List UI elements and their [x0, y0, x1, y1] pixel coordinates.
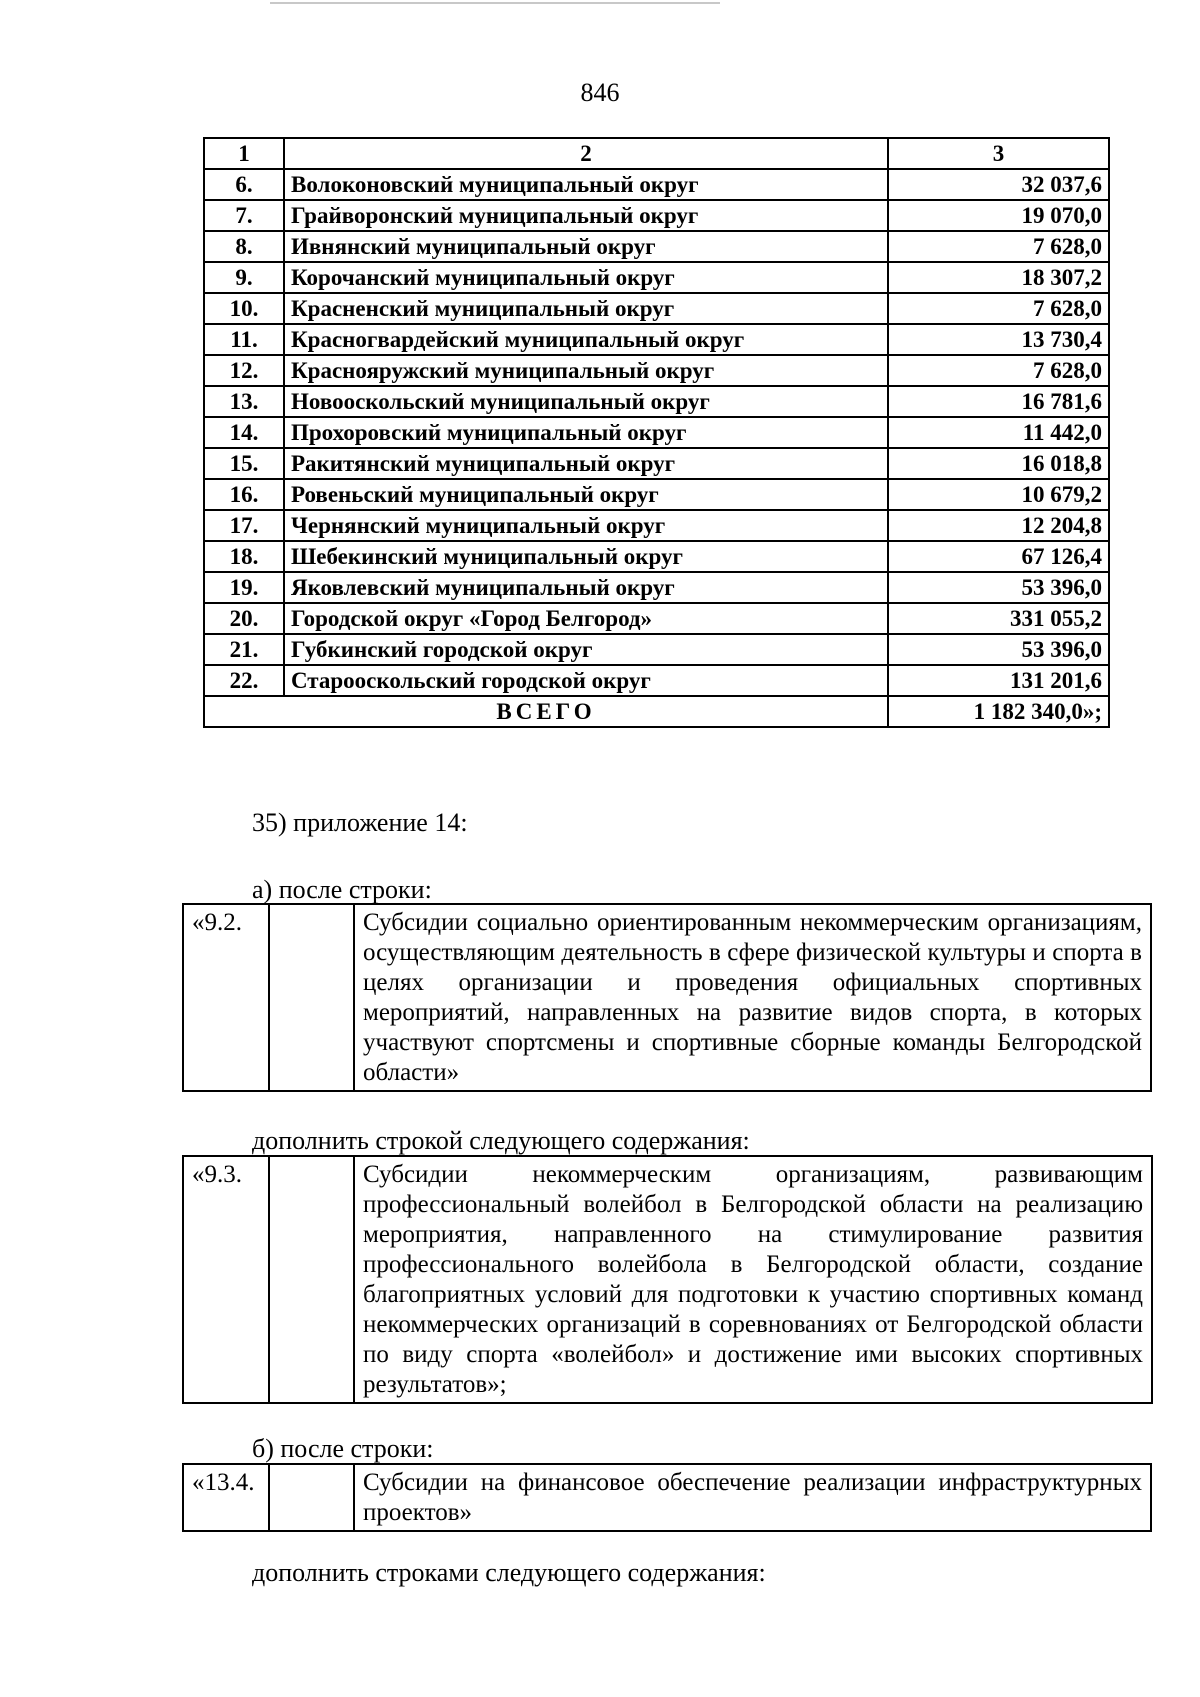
district-value: 32 037,6 — [888, 169, 1109, 200]
row-table-9-2 — [182, 903, 1152, 1092]
table-header-row — [204, 138, 1109, 169]
district-name: Яковлевский муниципальный округ — [284, 572, 888, 603]
district-value: 16 018,8 — [888, 448, 1109, 479]
table-row — [204, 448, 1109, 479]
row-number: 14. — [204, 417, 284, 448]
district-value: 53 396,0 — [888, 634, 1109, 665]
table-row — [204, 293, 1109, 324]
row-number: 6. — [204, 169, 284, 200]
header-col-2: 2 — [284, 138, 888, 169]
table-row — [183, 1156, 1152, 1403]
table-row — [204, 231, 1109, 262]
table-row — [204, 541, 1109, 572]
table-row — [204, 572, 1109, 603]
table-row — [204, 665, 1109, 696]
district-name: Корочанский муниципальный округ — [284, 262, 888, 293]
paragraph-after-row-b: б) после строки: — [252, 1434, 434, 1463]
district-table — [203, 137, 1110, 728]
row-number: 22. — [204, 665, 284, 696]
row-number: 20. — [204, 603, 284, 634]
row-number: 17. — [204, 510, 284, 541]
row-number: «9.3. — [183, 1156, 269, 1403]
row-table-13-4 — [182, 1463, 1152, 1532]
district-value: 16 781,6 — [888, 386, 1109, 417]
row-number: 19. — [204, 572, 284, 603]
table-row — [204, 417, 1109, 448]
district-name: Губкинский городской округ — [284, 634, 888, 665]
table-row — [204, 262, 1109, 293]
district-value: 131 201,6 — [888, 665, 1109, 696]
row-number: 13. — [204, 386, 284, 417]
total-label: ВСЕГО — [204, 696, 888, 727]
table-row — [204, 386, 1109, 417]
empty-cell — [269, 1464, 354, 1531]
district-value: 67 126,4 — [888, 541, 1109, 572]
table-row — [183, 1464, 1151, 1531]
district-value: 7 628,0 — [888, 231, 1109, 262]
district-name: Шебекинский муниципальный округ — [284, 541, 888, 572]
row-number: 15. — [204, 448, 284, 479]
district-value: 11 442,0 — [888, 417, 1109, 448]
row-text: Субсидии социально ориентированным некоммерческим организациям, осуществляющим деятельность в сфере физической культуры и спорта в целях организации и проведения официальных спортивных мероприятий, направленных на развитие видов спорта, в которых участвуют спортсмены и спортивные сборные команды Белгородской области» — [354, 904, 1151, 1091]
table-row — [204, 634, 1109, 665]
row-number: 11. — [204, 324, 284, 355]
scan-top-line — [270, 2, 720, 4]
district-value: 13 730,4 — [888, 324, 1109, 355]
row-text: Субсидии некоммерческим организациям, развивающим профессиональный волейбол в Белгородской области на реализацию мероприятия, направленного на стимулирование развития профессионального волейбола в Белгородской области, создание благоприятных условий для подготовки к участию спортивных команд некоммерческих организаций в соревнованиях от Белгородской области по виду спорта «волейбол» и достижение ими высоких спортивных результатов»; — [354, 1156, 1152, 1403]
district-value: 7 628,0 — [888, 355, 1109, 386]
table-row — [204, 324, 1109, 355]
district-name: Городской округ «Город Белгород» — [284, 603, 888, 634]
row-number: 8. — [204, 231, 284, 262]
paragraph-add-row-1: дополнить строкой следующего содержания: — [252, 1126, 750, 1155]
district-name: Ровеньский муниципальный округ — [284, 479, 888, 510]
row-table-9-3 — [182, 1155, 1153, 1404]
row-number: 10. — [204, 293, 284, 324]
table-row — [204, 479, 1109, 510]
row-number: 12. — [204, 355, 284, 386]
district-name: Грайворонский муниципальный округ — [284, 200, 888, 231]
paragraph-add-rows-2: дополнить строками следующего содержания: — [252, 1558, 766, 1587]
row-number: «9.2. — [183, 904, 269, 1091]
district-value: 10 679,2 — [888, 479, 1109, 510]
district-value: 331 055,2 — [888, 603, 1109, 634]
district-name: Ивнянский муниципальный округ — [284, 231, 888, 262]
table-row — [204, 510, 1109, 541]
row-number: 21. — [204, 634, 284, 665]
district-name: Новооскольский муниципальный округ — [284, 386, 888, 417]
row-number: 7. — [204, 200, 284, 231]
district-name: Прохоровский муниципальный округ — [284, 417, 888, 448]
empty-cell — [269, 904, 354, 1091]
row-number: «13.4. — [183, 1464, 269, 1531]
district-name: Красненский муниципальный округ — [284, 293, 888, 324]
table-row — [204, 355, 1109, 386]
district-name: Волоконовский муниципальный округ — [284, 169, 888, 200]
district-name: Чернянский муниципальный округ — [284, 510, 888, 541]
district-name: Старооскольский городской округ — [284, 665, 888, 696]
table-row — [204, 169, 1109, 200]
table-row — [204, 200, 1109, 231]
district-name: Ракитянский муниципальный округ — [284, 448, 888, 479]
district-name: Красногвардейский муниципальный округ — [284, 324, 888, 355]
district-value: 53 396,0 — [888, 572, 1109, 603]
row-number: 16. — [204, 479, 284, 510]
table-row — [204, 603, 1109, 634]
district-value: 12 204,8 — [888, 510, 1109, 541]
page-number: 846 — [580, 78, 620, 107]
paragraph-item-35: 35) приложение 14: — [252, 808, 468, 837]
header-col-1: 1 — [204, 138, 284, 169]
district-name: Краснояружский муниципальный округ — [284, 355, 888, 386]
row-text: Субсидии на финансовое обеспечение реализации инфраструктурных проектов» — [354, 1464, 1151, 1531]
empty-cell — [269, 1156, 354, 1403]
district-value: 18 307,2 — [888, 262, 1109, 293]
total-row — [204, 696, 1109, 727]
table-row — [183, 904, 1151, 1091]
row-number: 9. — [204, 262, 284, 293]
district-value: 19 070,0 — [888, 200, 1109, 231]
row-number: 18. — [204, 541, 284, 572]
paragraph-after-row-a: а) после строки: — [252, 875, 432, 904]
total-value: 1 182 340,0»; — [888, 696, 1109, 727]
district-value: 7 628,0 — [888, 293, 1109, 324]
header-col-3: 3 — [888, 138, 1109, 169]
